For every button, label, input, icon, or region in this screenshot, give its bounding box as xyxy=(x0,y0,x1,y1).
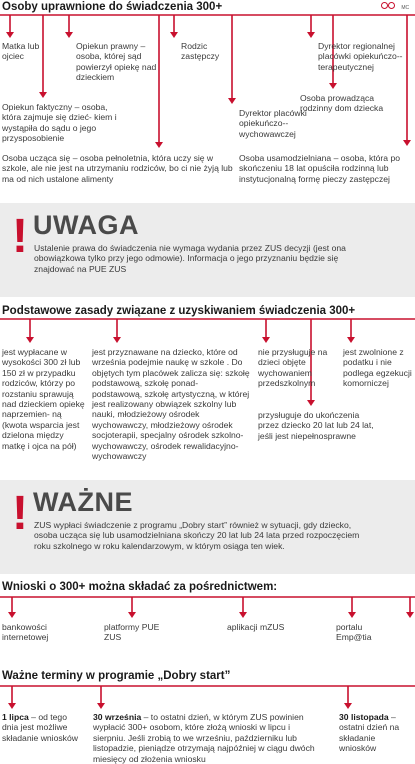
item-opiekun-prawny: Opiekun prawny – osoba, której sąd powierzył opiekę nad dzieckiem xyxy=(76,41,157,83)
logo-ring-icon xyxy=(381,2,388,9)
kanal-mzus: aplikacji mZUS xyxy=(227,622,285,632)
uwaga-text: Ustalenie prawa do świadczenia nie wymaga wydania przez ZUS decyzji (jest ona obowiązkowa tylko przy jego odmowie). Informacja o jego przyznaniu będzie się znajdować na PUE ZUS xyxy=(34,243,346,274)
item-dyrektor-placowki: Dyrektor placówki opiekuńczo--wychowawczej xyxy=(239,108,307,139)
termin-date: 30 września xyxy=(93,712,142,722)
zasada-wiek: przysługuje do ukończenia przez dziecko 20 lat lub 24 lat, jeśli jest niepełnosprawne xyxy=(258,410,374,441)
item-osoba-usamodzielniana: Osoba usamodzielniana – osoba, która po skończeniu 18 lat opuściła rodzinną lub instytucjonalną formę pieczy zastępczej xyxy=(239,153,400,184)
logo-text: MC xyxy=(401,5,410,11)
item-rodzic-zastepczy: Rodzic zastępczy xyxy=(181,41,220,62)
zasada-szkola: jest przyznawane na dziecko, które od września podejmie naukę w szkole . Do objętych tym placówek zalicza się: szkołę podstawową, szkołę ponad- podstawową, szkołę artystyczną, w której jest realizowany obwiązek szkolny lub nauki, młodzieżowy ośrodek wychowawczy, młodzieżowy ośrodek socjoterapii, specjalny ośrodek szkolno-wychowawczy, ośrodek rewalidacyjno-wychowawczy xyxy=(92,347,250,462)
exclamation-icon: ! xyxy=(12,210,28,263)
section-title-zasady: Podstawowe zasady związane z uzyskiwaniem świadczenia 300+ xyxy=(2,305,356,317)
kanal-empatia: portalu Emp@tia xyxy=(336,622,372,643)
termin-desc: – od tego dnia jest możliwe składanie wniosków xyxy=(2,712,78,743)
termin-date: 30 listopada xyxy=(339,712,389,722)
termin-1-lipca xyxy=(2,712,84,743)
kanal-bankowosc: bankowości internetowej xyxy=(2,622,49,643)
termin-date: 1 lipca xyxy=(2,712,29,722)
item-matka: Matka lub ojciec xyxy=(2,41,40,62)
section-title-terminy: Ważne terminy w programie „Dobry start” xyxy=(2,670,231,682)
section-title-wnioski: Wnioski o 300+ można składać za pośrednictwem: xyxy=(2,581,278,593)
termin-30-wrzesnia xyxy=(93,712,319,764)
zasada-przedszkole: nie przysługuje na dzieci objęte wychowaniem przedszkolnym xyxy=(258,347,328,389)
termin-desc: – to ostatni dzień, w którym ZUS powinien wypłacić 300+ osobom, które złożą wnioski w lipcu i sierpniu. Jeśli zrobią to we wrześniu, październiku lub listopadzie, pieniądze otrzymają najpóźniej w ciągu dwóch miesięcy od złożenia wniosku xyxy=(93,712,315,764)
termin-30-listopada xyxy=(339,712,413,754)
item-osoba-uczaca: Osoba ucząca się – osoba pełnoletnia, która uczy się w szkole, ale nie jest na utrzymaniu rodziców, bo ci nie żyją lub ma od nich ustalone alimenty xyxy=(2,153,233,184)
uwaga-box xyxy=(0,203,415,297)
uwaga-heading: UWAGA xyxy=(33,210,139,240)
section-title-uprawnione: Osoby uprawnione do świadczenia 300+ xyxy=(2,1,223,13)
item-opiekun-faktyczny: Opiekun faktyczny – osoba, która zajmuje się dzieć- kiem i wystąpiła do sądu o jego przysposobienie xyxy=(2,102,117,144)
zasada-podatek: jest zwolnione z podatku i nie podlega egzekucji komorniczej xyxy=(343,347,412,389)
exclamation-icon: ! xyxy=(12,487,28,540)
zasada-kwota: jest wypłacane w wysokości 300 zł lub 150 zł w przypadku rodziców, którzy po rozstaniu sprawują nad dzieckiem opiekę naprzemien- ną (kwota wsparcia jest dzielona między matkę i ojca na pół) xyxy=(2,347,85,451)
item-rodzinny-dom: Osoba prowadząca rodzinny dom dziecka xyxy=(300,93,384,114)
wazne-text: ZUS wypłaci świadczenie z programu „Dobry start” również w sytuacji, gdy dziecko, osoba ucząca się lub usamodzielniana skończy 20 lat lub 24 lata przed rozpoczęciem roku szkolnego w roku kalendarzowym, w którym osiąga ten wiek. xyxy=(34,520,360,551)
wazne-box xyxy=(0,480,415,574)
logo-ring-icon xyxy=(388,2,395,9)
item-dyrektor-regionalnej: Dyrektor regionalnej placówki opiekuńczo--terapeutycznej xyxy=(318,41,403,72)
kanal-pue-zus: platformy PUE ZUS xyxy=(104,622,160,643)
wazne-heading: WAŻNE xyxy=(33,487,133,517)
termin-desc: – ostatni dzień na składanie wniosków xyxy=(339,712,400,754)
logo xyxy=(381,2,409,11)
